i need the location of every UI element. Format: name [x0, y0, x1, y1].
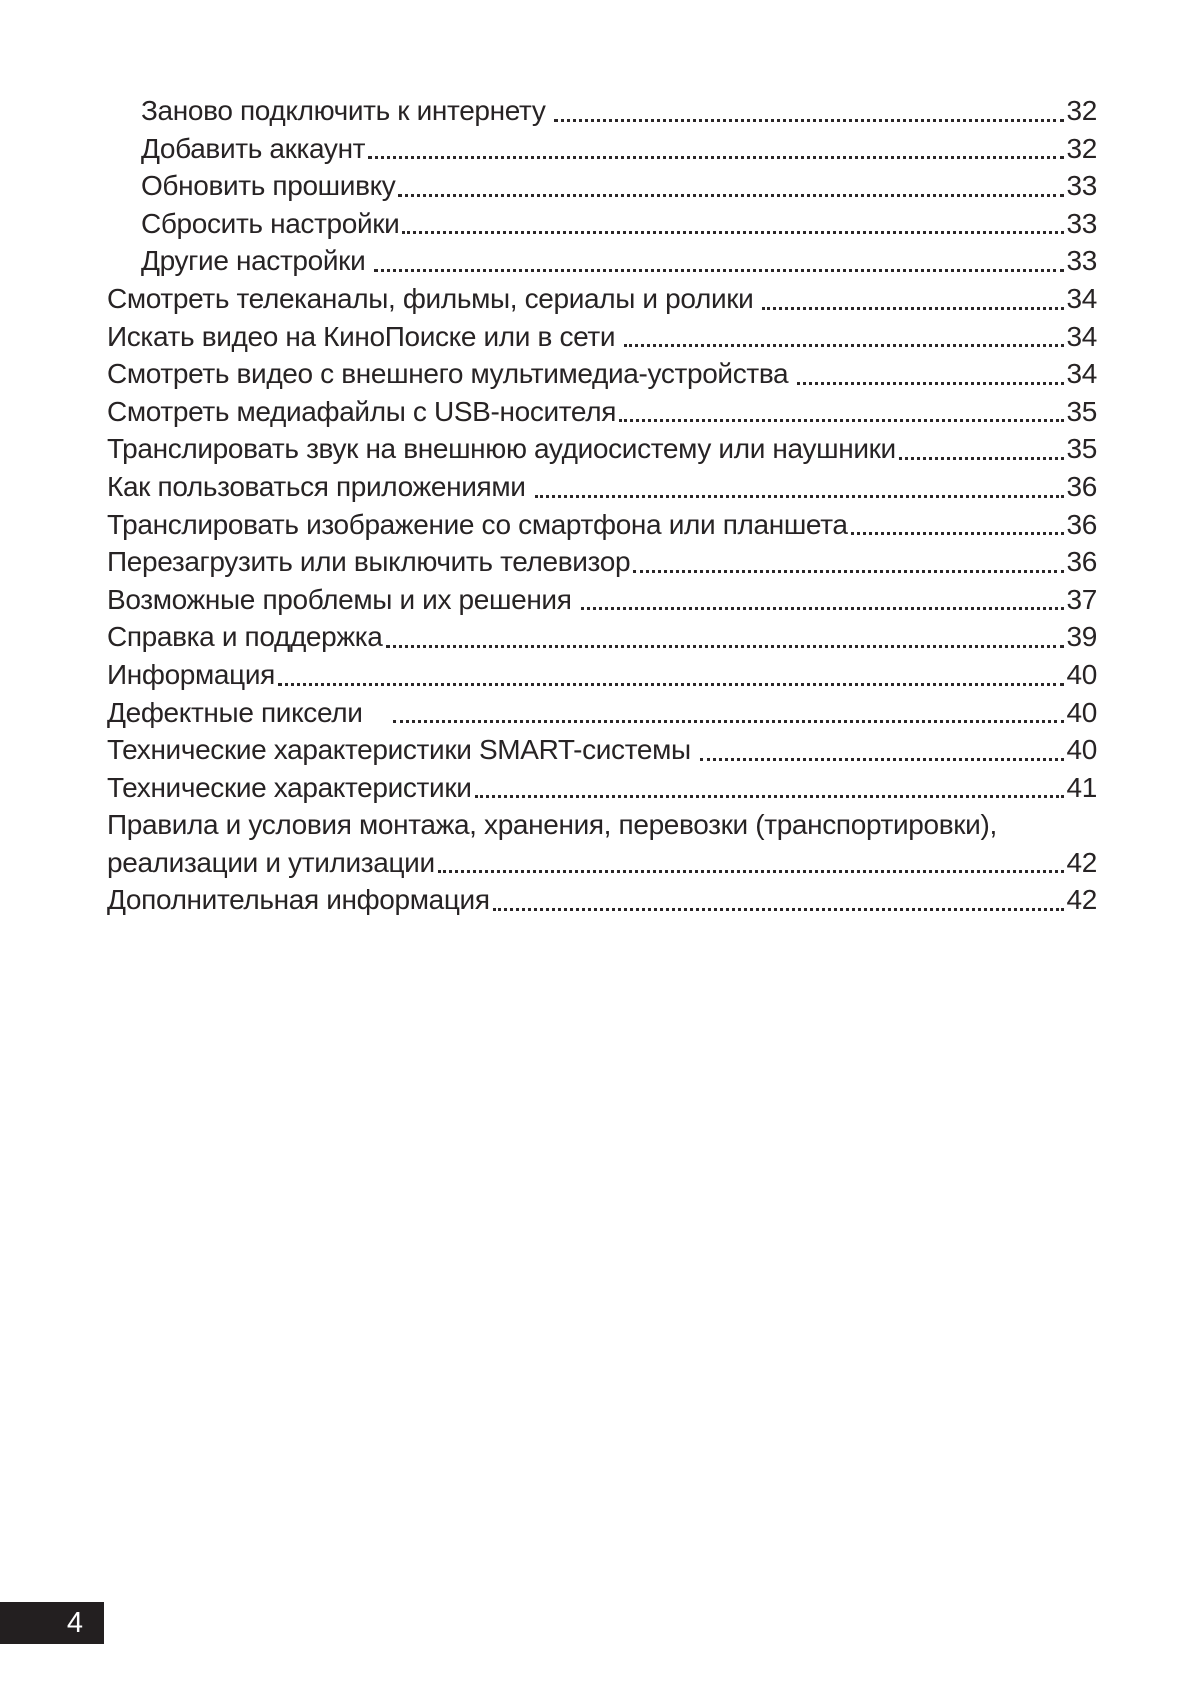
toc-leader-dots — [554, 119, 1063, 122]
toc-item-page: 40 — [1066, 734, 1097, 766]
toc-leader-dots — [374, 269, 1063, 272]
toc-item-label: Искать видео на КиноПоиске или в сети — [107, 320, 616, 352]
toc-item-label: Перезагрузить или выключить телевизор — [107, 546, 631, 578]
page-number: 4 — [66, 1606, 83, 1639]
toc-leader-dots — [700, 758, 1064, 761]
toc-item-label: Информация — [107, 658, 275, 690]
toc-item-label: Справка и поддержка — [107, 621, 383, 653]
toc-item — [107, 130, 1097, 168]
page-number-badge — [0, 1602, 104, 1644]
toc-item-label: Смотреть видео с внешнего мультимедиа-устройства — [107, 358, 789, 390]
toc-item-label: Добавить аккаунт — [141, 132, 366, 164]
toc-item — [107, 806, 1097, 844]
toc-item — [107, 318, 1097, 356]
toc-leader-dots — [402, 231, 1063, 234]
toc-item-page: 33 — [1066, 207, 1097, 239]
toc-item — [107, 167, 1097, 205]
toc-item — [107, 280, 1097, 318]
toc-item-label: Сбросить настройки — [141, 207, 400, 239]
toc-leader-dots — [762, 307, 1063, 310]
toc-item-page: 34 — [1066, 320, 1097, 352]
toc-item-label: Дефектные пиксели — [107, 696, 363, 728]
toc-leader-dots — [797, 382, 1063, 385]
toc-item-page: 32 — [1066, 132, 1097, 164]
toc-item — [107, 430, 1097, 468]
toc-leader-dots — [581, 607, 1064, 610]
toc-leader-dots — [475, 795, 1064, 798]
toc-leader-dots — [493, 908, 1064, 911]
toc-item-page: 40 — [1066, 696, 1097, 728]
toc-leader-dots — [368, 156, 1063, 159]
toc-item-page: 42 — [1066, 884, 1097, 916]
toc-leader-dots — [535, 495, 1064, 498]
toc-item-label: Технические характеристики SMART-системы — [107, 734, 691, 766]
table-of-contents — [107, 92, 1097, 919]
toc-item-label: Смотреть медиафайлы с USB-носителя — [107, 395, 617, 427]
toc-leader-dots — [386, 645, 1064, 648]
toc-item-label: Технические характеристики — [107, 771, 472, 803]
toc-item-page: 40 — [1066, 658, 1097, 690]
toc-item — [107, 581, 1097, 619]
toc-item-label: Как пользоваться приложениями — [107, 470, 526, 502]
toc-item — [107, 543, 1097, 581]
toc-item-label: Транслировать изображение со смартфона или планшета — [107, 508, 848, 540]
toc-item-page: 36 — [1066, 508, 1097, 540]
toc-item — [107, 468, 1097, 506]
toc-item — [107, 506, 1097, 544]
toc-item — [107, 881, 1097, 919]
toc-item-label: Другие настройки — [141, 245, 366, 277]
toc-item-page: 42 — [1066, 846, 1097, 878]
toc-leader-dots — [899, 457, 1064, 460]
toc-item-page: 35 — [1066, 433, 1097, 465]
toc-item-page: 35 — [1066, 395, 1097, 427]
toc-item-label: реализации и утилизации — [107, 846, 435, 878]
toc-item-page: 32 — [1066, 95, 1097, 126]
toc-item-label: Дополнительная информация — [107, 884, 490, 916]
toc-leader-dots — [619, 419, 1064, 422]
toc-leader-dots — [624, 344, 1063, 347]
toc-leader-dots — [851, 532, 1064, 535]
toc-item-label: Возможные проблемы и их решения — [107, 583, 572, 615]
toc-item-label: Обновить прошивку — [141, 170, 396, 202]
toc-item — [107, 205, 1097, 243]
toc-item-page: 34 — [1066, 358, 1097, 390]
toc-leader-dots — [398, 194, 1063, 197]
toc-item-label: Транслировать звук на внешнюю аудиосистему или наушники — [107, 433, 896, 465]
toc-leader-dots — [278, 683, 1064, 686]
toc-item-page: 36 — [1066, 546, 1097, 578]
toc-item — [107, 92, 1097, 130]
toc-item — [107, 355, 1097, 393]
toc-leader-dots — [393, 720, 1064, 723]
toc-item-page: 36 — [1066, 470, 1097, 502]
toc-item-page: 37 — [1066, 583, 1097, 615]
toc-item — [107, 844, 1097, 882]
toc-item-page: 33 — [1066, 170, 1097, 202]
toc-item — [107, 731, 1097, 769]
toc-item-page: 34 — [1066, 282, 1097, 314]
toc-item-page: 33 — [1066, 245, 1097, 277]
toc-item — [107, 769, 1097, 807]
toc-item — [107, 393, 1097, 431]
toc-item-page: 39 — [1066, 621, 1097, 653]
toc-leader-dots — [438, 870, 1064, 873]
toc-item-label: Смотреть телеканалы, фильмы, сериалы и ролики — [107, 282, 754, 314]
toc-item — [107, 694, 1097, 732]
toc-item — [107, 618, 1097, 656]
toc-item-page: 41 — [1066, 771, 1097, 803]
toc-item-label: Правила и условия монтажа, хранения, перевозки (транспортировки), — [107, 809, 997, 841]
toc-item — [107, 656, 1097, 694]
toc-leader-dots — [633, 570, 1063, 573]
toc-item — [107, 242, 1097, 280]
toc-item-label: Заново подключить к интернету — [141, 95, 546, 126]
